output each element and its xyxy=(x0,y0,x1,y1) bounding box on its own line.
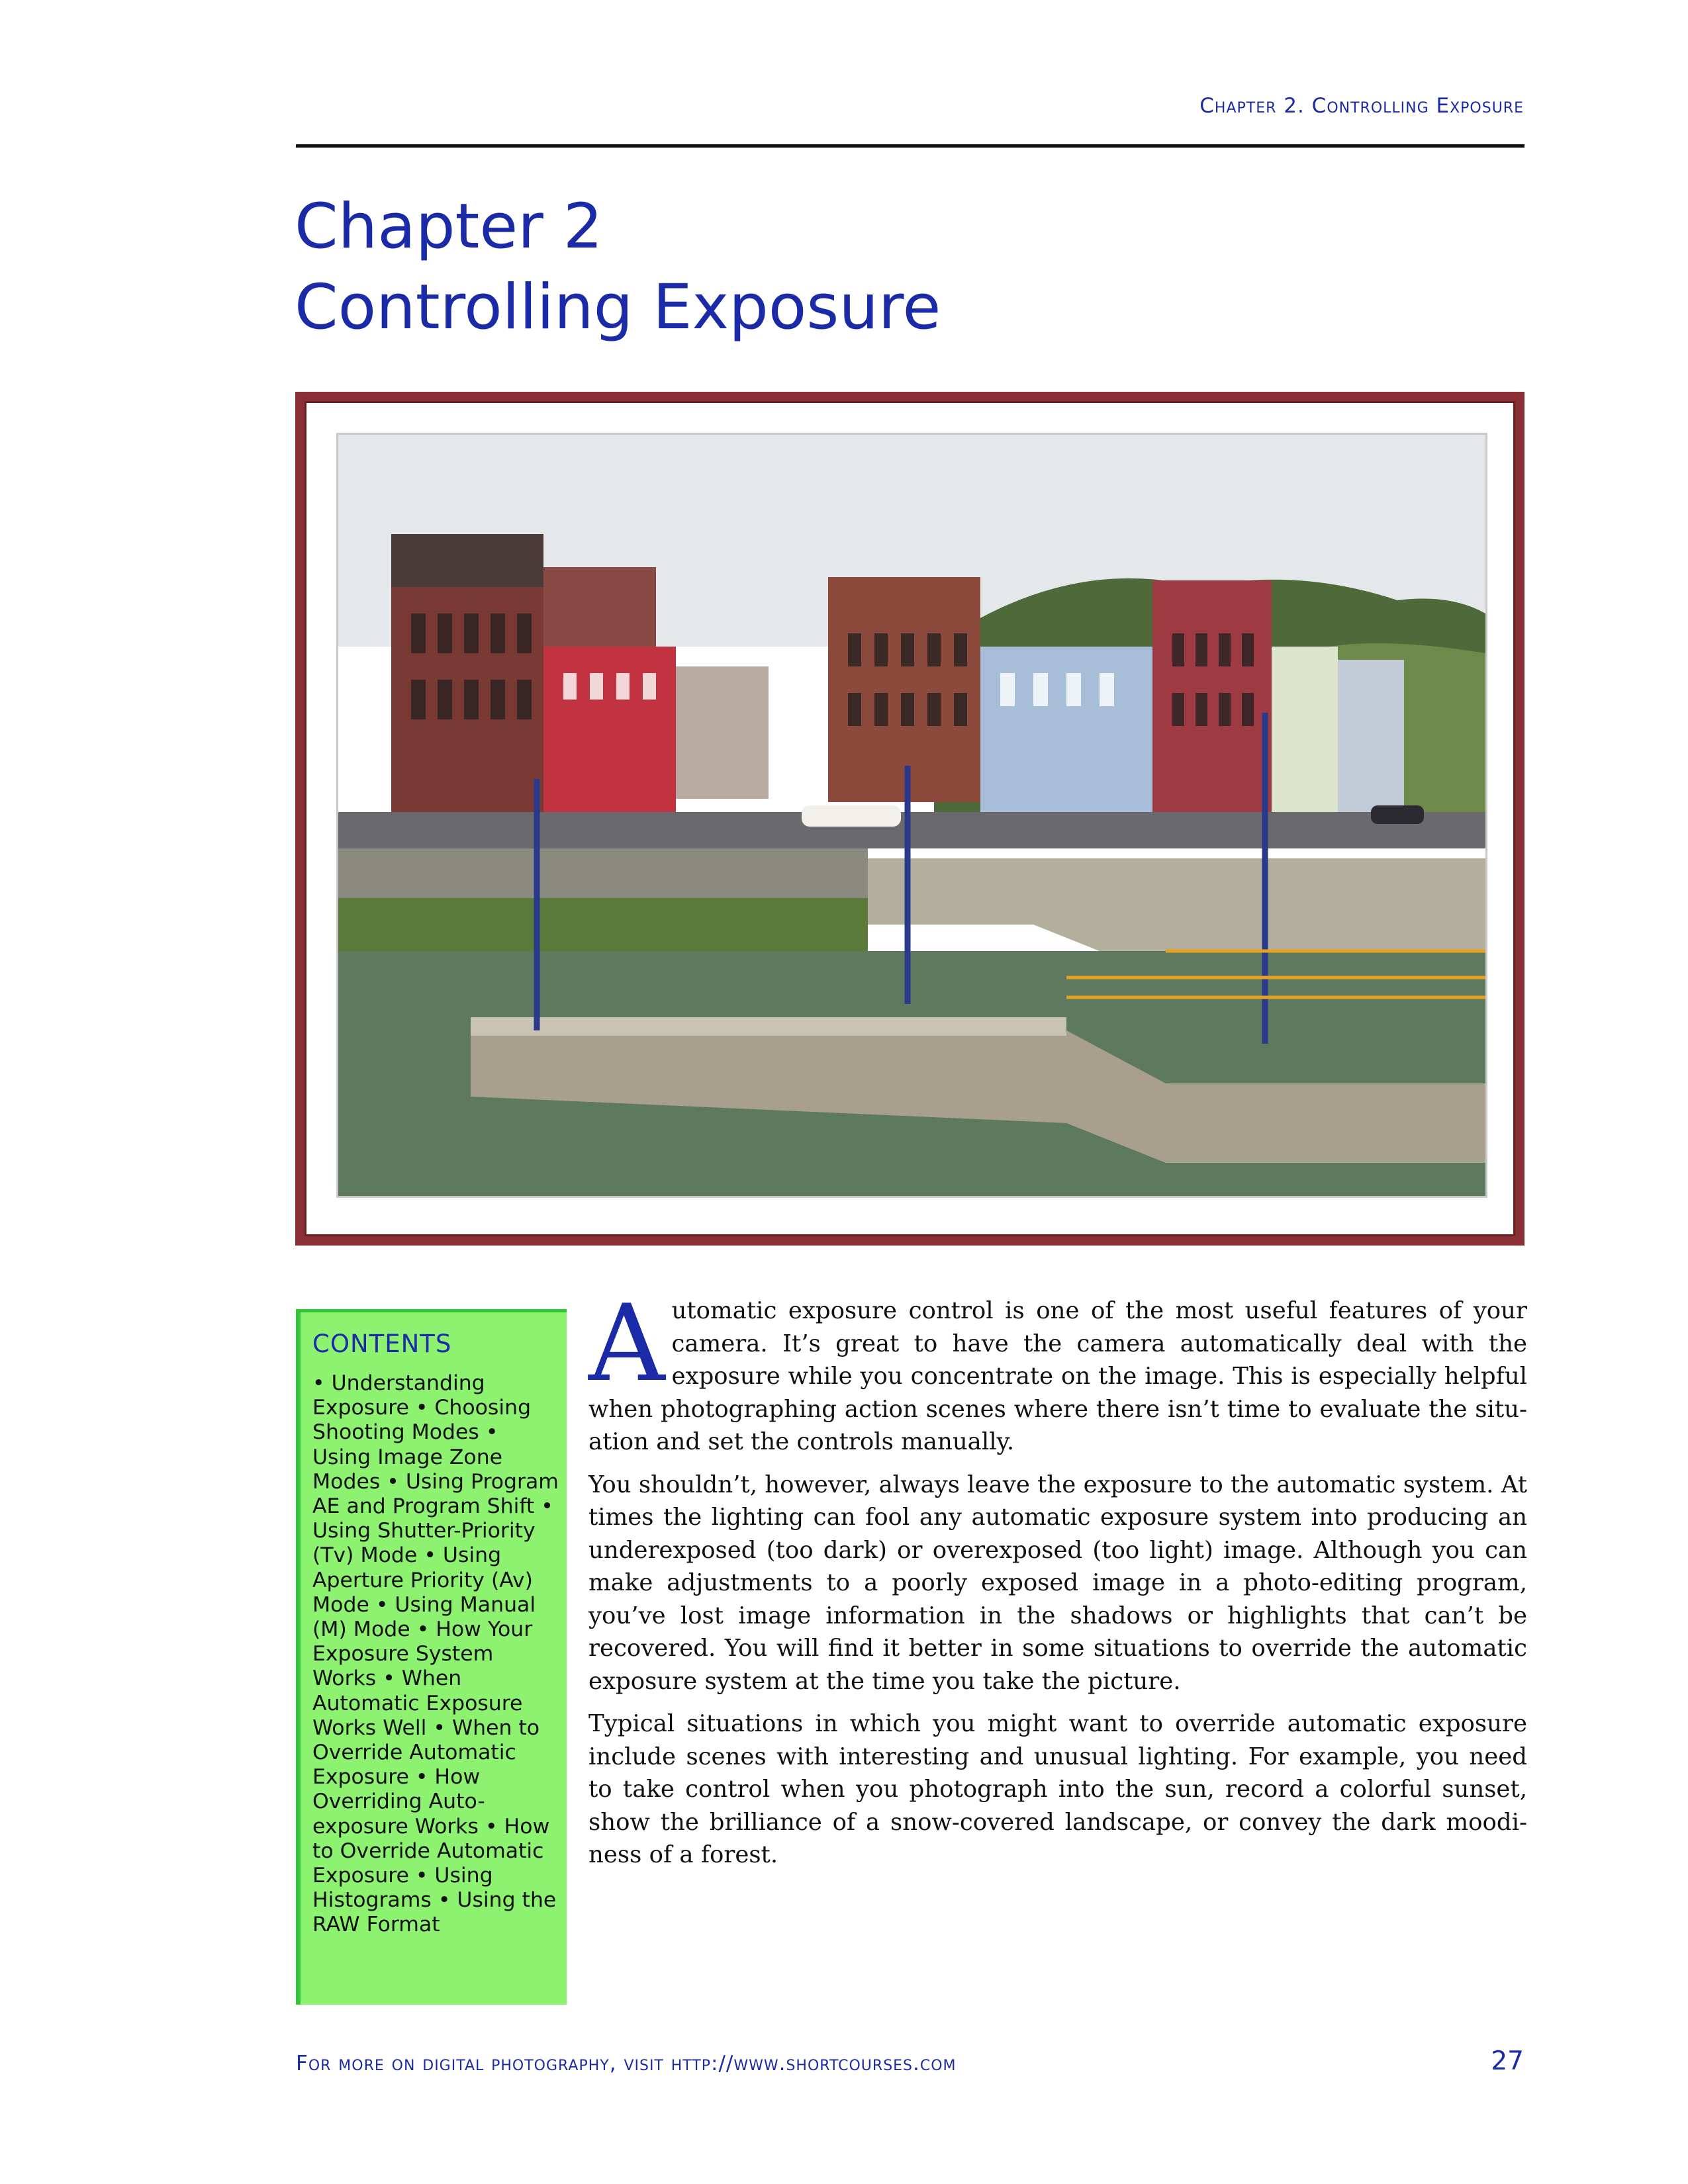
paragraph-1-text: utomatic exposure control is one of the most useful features of your camera. It’s great to have the camera automatically deal with the exposure while you concentrate on the image. This is especially helpful when photographing action scenes where there isn’t time to evaluate the situation and set the controls manually. xyxy=(588,1297,1527,1455)
building-red-back xyxy=(543,567,656,647)
footer-link[interactable]: For more on digital photography, visit http://www.shortcourses.com xyxy=(296,2052,957,2075)
running-head: Chapter 2. Controlling Exposure xyxy=(1199,94,1524,118)
contents-sidebar xyxy=(296,1309,567,2005)
photo-lock-wall xyxy=(868,858,1485,964)
building-brick xyxy=(828,577,980,802)
contents-list: • Understanding Exposure • Choosing Shooting Modes • Using Image Zone Modes • Using Program AE and Program Shift • Using Shutter-Priority (Tv) Mode • Using Aperture Priority (Av) Mode • Using Manual (M) Mode • How Your Exposure System Works • When Automatic Exposure Works Well • When to Override Automatic Exposure • How Overriding Auto-exposure Works • How to Override Automatic Exposure • Using Histograms • Using the RAW Format xyxy=(312,1371,559,1937)
photo-street xyxy=(338,812,1485,848)
paragraph-2: You shouldn’t, however, always leave the exposure to the automatic system. At times the lighting can fool any automatic exposure system into producing an underexposed (too dark) or overexposed (too light) image. Although you can make adjustments to a poorly exposed image in a photo-editing program, you’ve lost image information in the shadows or highlights that can’t be recovered. You will find it better in some situations to override the automatic exposure system at the time you take the picture. xyxy=(588,1471,1527,1695)
chapter-name: Controlling Exposure xyxy=(295,271,941,343)
canal-town-photo xyxy=(336,433,1487,1198)
drop-cap: A xyxy=(588,1281,665,1405)
photo-grass xyxy=(338,898,868,958)
chapter-number: Chapter 2 xyxy=(295,191,603,263)
chapter-title xyxy=(295,187,1486,348)
paragraph-1 xyxy=(588,1281,1527,1459)
page-number: 27 xyxy=(1491,2046,1524,2076)
building-blue xyxy=(980,647,1152,812)
building-far-left xyxy=(676,666,769,799)
contents-title: CONTENTS xyxy=(312,1330,452,1358)
photo-pier-top xyxy=(471,1017,1066,1036)
building-red xyxy=(543,647,676,812)
paragraph-3: Typical situations in which you might want to override automatic exposure include scenes with interesting and unusual lighting. For example, you need to take control when you photograph into the sun, record a colorful sunset, show the brilliance of a snow-covered landscape, or convey the dark moodiness of a forest. xyxy=(588,1710,1527,1868)
building-white xyxy=(1338,660,1404,812)
photo-car xyxy=(802,805,901,827)
header-rule xyxy=(296,144,1524,148)
building-green xyxy=(1272,647,1338,812)
chapter-photo-frame xyxy=(295,392,1524,1246)
chapter-body xyxy=(588,1281,1527,1882)
building-brown-roof xyxy=(391,534,543,587)
photo-car-dark xyxy=(1371,805,1424,824)
